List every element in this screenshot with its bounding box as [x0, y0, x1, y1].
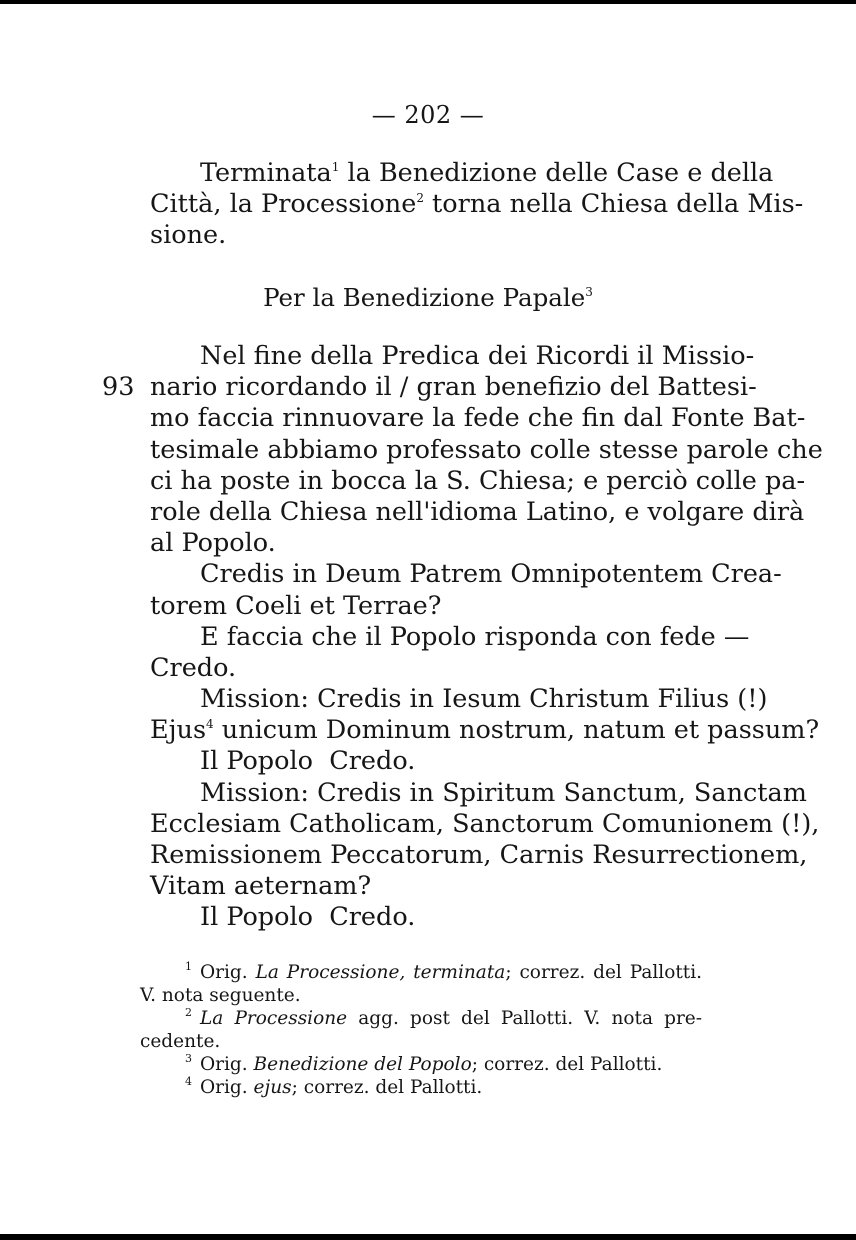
text-line: Terminata$^1$ la Benedizione delle Case e della: [200, 158, 774, 188]
text-line: Remissionem Peccatorum, Carnis Resurrectionem,: [150, 840, 808, 870]
text-line: ci ha poste in bocca la S. Chiesa; e perciò colle pa-: [150, 465, 806, 496]
text-line: tesimale abbiamo professato colle stesse parole che: [150, 434, 823, 465]
text-line: nario ricordando il / gran benefizio del Battesi-: [150, 372, 757, 403]
text-line: Credis in Deum Patrem Omnipotentem Crea-: [200, 559, 782, 590]
bottom-border: [0, 1234, 856, 1240]
text-line: Mission: Credis in Spiritum Sanctum, Sanctam: [200, 777, 807, 808]
footnote-ref-2: 2: [416, 191, 424, 206]
top-border: [0, 0, 856, 4]
text-line: Ejus$^4$ unicum Dominum nostrum, natum et passum?: [150, 715, 820, 746]
text-line: al Popolo.: [150, 528, 276, 559]
text-line: role della Chiesa nell'idioma Latino, e volgare dirà: [150, 496, 805, 527]
footnote-ref-3: 3: [585, 285, 593, 299]
text-line: sione.: [150, 220, 227, 251]
footnote-ref-1: 1: [331, 160, 340, 174]
text-line: Il Popolo Credo.: [200, 746, 416, 777]
footnote-3: $^3$ Orig. Benedizione del Popolo; correz. del Pallotti.: [185, 1052, 663, 1075]
text-line: Mission: Credis in Iesum Christum Filius (!): [200, 684, 768, 715]
text-line: torem Coeli et Terrae?: [150, 590, 442, 621]
text-line: E faccia che il Popolo risponda con fede —: [200, 621, 750, 652]
footnote-4: $^4$ Orig. ejus; correz. del Pallotti.: [185, 1075, 483, 1098]
text-line: Città, la Processione$^2$ torna nella Chiesa della Mis-: [150, 189, 804, 220]
paragraph-benedizione: [150, 341, 823, 934]
text-line: mo faccia rinnuovare la fede che fin dal Fonte Bat-: [150, 403, 806, 434]
section-heading: Per la Benedizione Papale$^3$: [263, 283, 593, 312]
text-line: Ecclesiam Catholicam, Sanctorum Comunionem (!),: [150, 808, 820, 839]
footnotes: [140, 961, 702, 1099]
page-number: — 202 —: [371, 101, 485, 129]
paragraph-terminata: [150, 158, 804, 252]
text-line: Credo.: [150, 652, 237, 683]
marginal-page-number: 93: [102, 372, 135, 402]
footnote-1-continuation: V. nota seguente.: [140, 985, 301, 1006]
footnote-2-continuation: cedente.: [140, 1031, 221, 1052]
text-line: Vitam aeternam?: [150, 871, 372, 902]
footnote-ref-4: 4: [206, 717, 214, 732]
footnote-2: $^2$ La Processione agg. post del Pallotti. V. nota pre-: [185, 1006, 702, 1029]
text-line: Nel fine della Predica dei Ricordi il Missio-: [200, 341, 755, 371]
footnote-1: $^1$ Orig. La Processione, terminata; correz. del Pallotti.: [185, 960, 703, 983]
text-line: Il Popolo Credo.: [200, 902, 416, 933]
